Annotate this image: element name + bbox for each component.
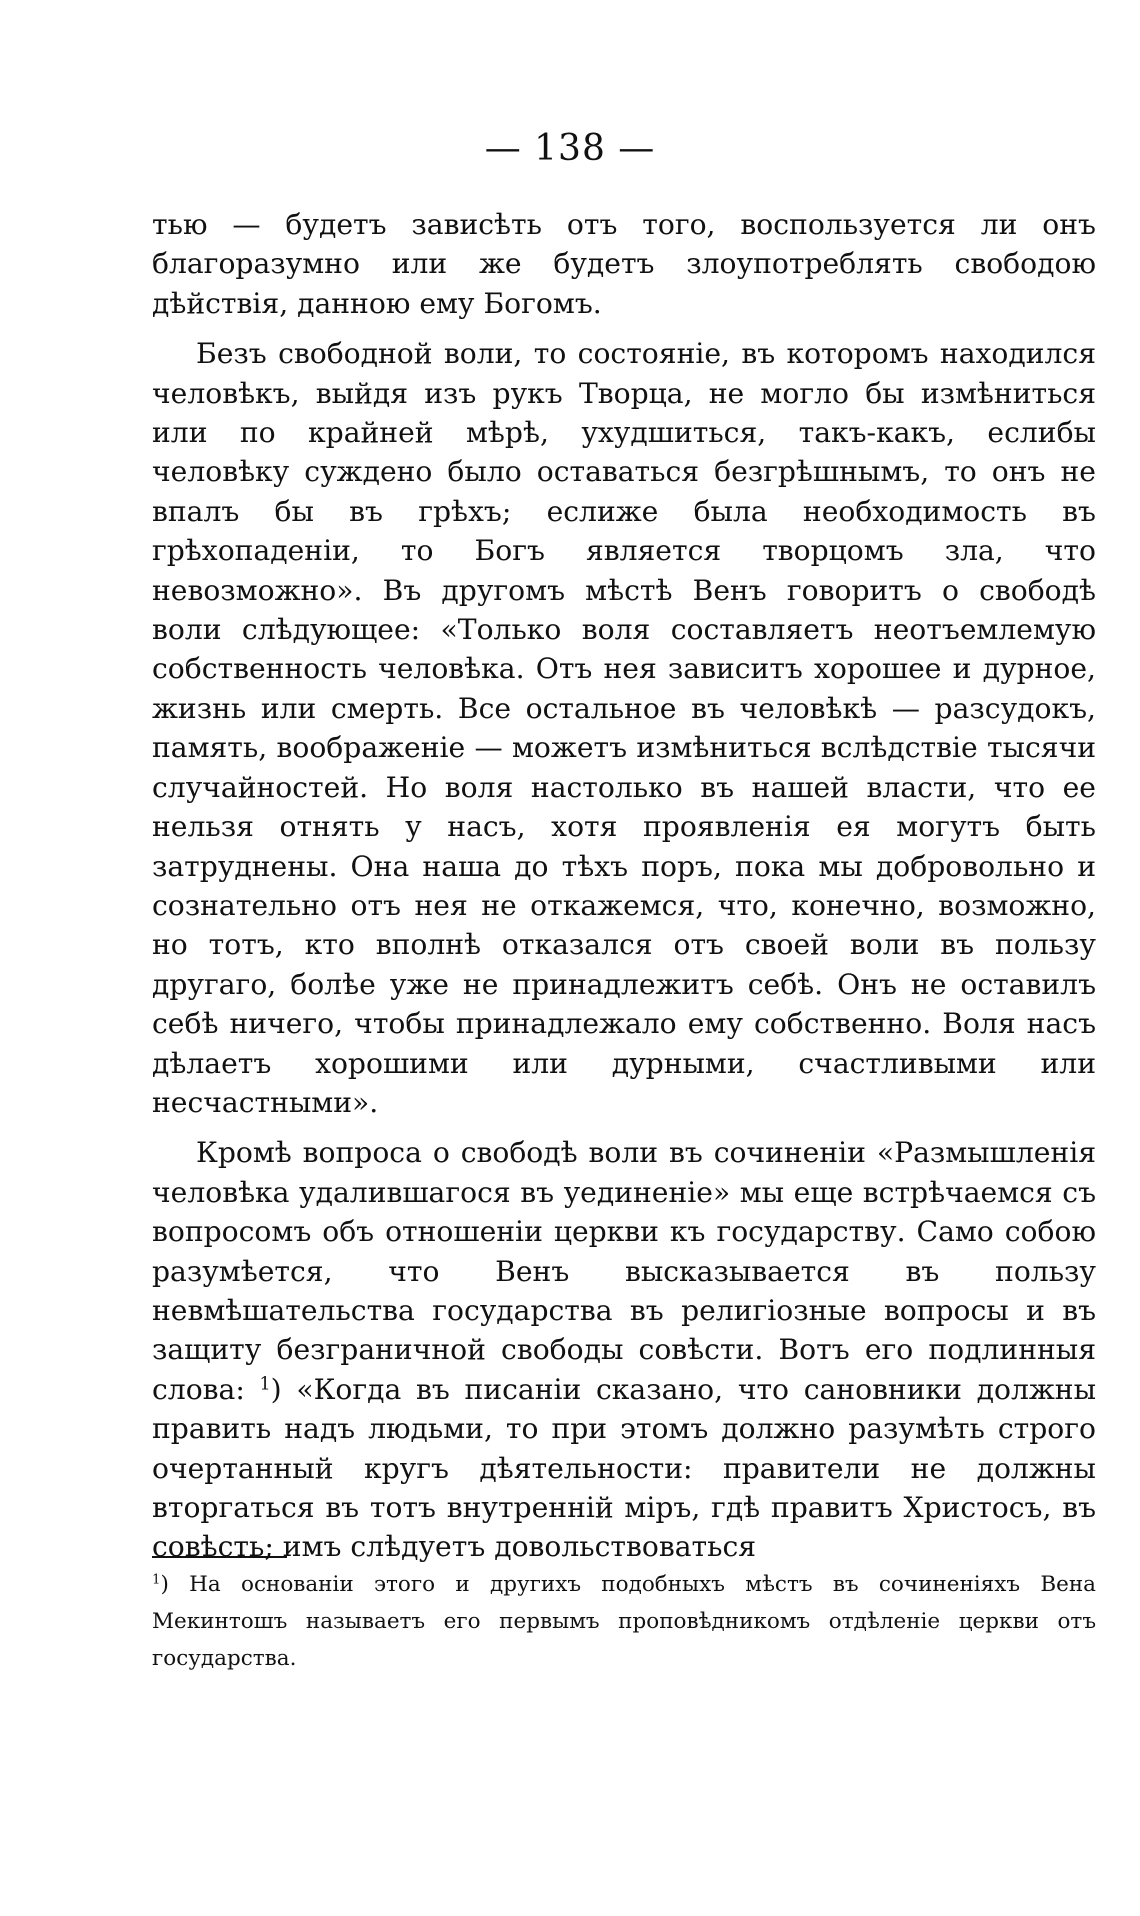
paragraph-continuation: тью — будетъ зависѣть отъ того, воспользуется ли онъ благоразумно или же будетъ злоупотреблять свободою дѣйствія, данною ему Богомъ. bbox=[152, 208, 1096, 320]
footnotes bbox=[152, 1566, 1096, 1677]
footnote-text: ) На основаніи этого и другихъ подобныхъ мѣстъ въ сочиненіяхъ Вена Мекинтошъ называетъ его первымъ проповѣдникомъ отдѣленіе церкви отъ государства. bbox=[152, 1572, 1096, 1671]
page-number: — 138 — bbox=[484, 128, 656, 169]
main-text bbox=[152, 205, 1096, 1578]
footnote-marker: 1 bbox=[152, 1572, 161, 1588]
paragraph-church-state bbox=[152, 1133, 1096, 1566]
footnote-reference[interactable]: 1 bbox=[259, 1374, 271, 1395]
paragraph-text-after-ref: ) «Когда въ писаніи сказано, что сановники должны править надъ людьми, то при этомъ должно разумѣть строго очертанный кругъ дѣятельности: правители не должны вторгаться въ тотъ внутренній міръ, гдѣ правитъ Христосъ, въ совѣсть; имъ слѣдуетъ довольствоваться bbox=[152, 1372, 1097, 1564]
paragraph-text-before-ref: Кромѣ вопроса о свободѣ воли въ сочиненіи «Размышленія человѣка удалившагося въ уединеніе» мы еще встрѣчаемся съ вопросомъ объ отношеніи церкви къ государству. Само собою разумѣется, что Венъ высказывается въ пользу невмѣшательства государства въ религіозные вопросы и въ защиту безграничной свободы совѣсти. Вотъ его подлинныя слова: bbox=[152, 1136, 1096, 1406]
footnote-divider bbox=[152, 1556, 287, 1558]
paragraph-free-will: Безъ свободной воли, то состояніе, въ которомъ находился человѣкъ, выйдя изъ рукъ Творца, не могло бы измѣниться или по крайней мѣрѣ, ухудшиться, такъ-какъ, еслибы человѣку суждено было оставаться безгрѣшнымъ, то онъ не впалъ бы въ грѣхъ; еслиже была необходимость въ грѣхопаденіи, то Богъ является творцомъ зла, что невозможно». Въ другомъ мѣстѣ Венъ говоритъ о свободѣ воли слѣдующее: «Только воля составляетъ неотъемлемую собственность человѣка. Отъ нея зависитъ хорошее и дурное, жизнь или смерть. Все остальное въ человѣкѣ — разсудокъ, память, воображеніе — можетъ измѣниться вслѣдствіе тысячи случайностей. Но воля настолько въ нашей власти, что ее нельзя отнять у насъ, хотя проявленія ея могутъ быть затруднены. Она наша до тѣхъ поръ, пока мы добровольно и сознательно отъ нея не откажемся, что, конечно, возможно, но тотъ, кто вполнѣ отказался отъ своей воли въ пользу другаго, болѣе уже не принадлежитъ себѣ. Онъ не оставилъ себѣ ничего, чтобы принадлежало ему собственно. Воля насъ дѣлаетъ хорошими или дурными, счастливыми или несчастными». bbox=[152, 337, 1096, 1119]
footnote-1 bbox=[152, 1566, 1096, 1677]
